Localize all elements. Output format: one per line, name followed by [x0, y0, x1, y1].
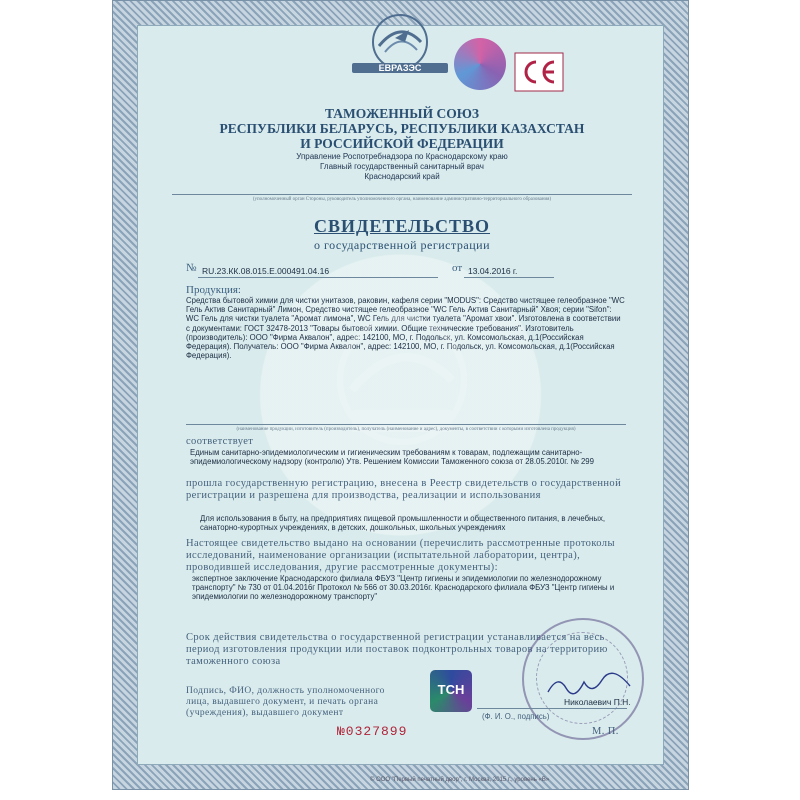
product-description: Средства бытовой химии для чистки унитазов, раковин, кафеля серии "MODUS": Средство чистящее гелеобразное "WC Гель Актив Санитарный" Лимон, Средство чистящее гелеобразное "WC Гель Актив Санитарный" Хвоя; серии "Sifon": WC Гель для чистки туалета "Аромат лимона", WC Гель для чистки туалета "Аромат хвои". Изготовлена в соответствии с документами: ГОСТ 32478-2013 "Товары бытовой химии. Общие технические требования". Изготовитель (производитель): ООО "Фирма Аквалон", адрес: 142100, МО, г. Подольск, ул. Комсомольская, д.1(Российская Федерация). Получатель: ООО "Фирма Аквалон", адрес: 142100, МО, г. Подольск, ул. Комсомольская, д.1(Российская Федерация).: [186, 296, 625, 361]
conformity-mark-icon: [514, 52, 564, 92]
authority-rule: [172, 194, 632, 195]
authority-caption: (уполномоченный орган Стороны, руководитель уполномоченного органа, наименование административно-территориального образования): [252, 197, 552, 202]
signature-caption: Подпись, ФИО, должность уполномоченного лица, выдавшего документ, и печать органа (учреждения), выдавшего документ: [186, 686, 385, 718]
union-line-3: И РОССИЙСКОЙ ФЕДЕРАЦИИ: [300, 136, 504, 151]
signature-icon: [544, 670, 634, 700]
registration-text: прошла государственную регистрацию, внесена в Реестр свидетельств о государственной регистрации и разрешена для производства, реализации и использования: [186, 478, 622, 501]
basis-details: экспертное заключение Краснодарского филиала ФБУЗ "Центр гигиены и эпидемиологии по железнодорожному транспорту" № 730 от 01.04.2016г Протокол № 566 от 30.03.2016г. Краснодарского филиала ФБУЗ "Центр гигиены и эпидемиологии по железнодорожному транспорту": [192, 574, 615, 602]
number-label: №: [186, 262, 197, 274]
compliance-label: соответствует: [186, 436, 254, 447]
compliance-text: Единым санитарно-эпидемиологическим и гигиеническим требованиям к товарам, подлежащим санитарно-эпидемиологическому надзору (контролю) Утв. Решением Комиссии Таможенного союза от 28.05.2010г. № 299: [190, 448, 594, 467]
basis-text: Настоящее свидетельство выдано на основании (перечислить рассмотренные протоколы исследований, наименование организации (испытательной лаборатории, центра), проводившей исследования, другие рассмотренные документы):: [186, 538, 615, 573]
serial-number: №0327899: [337, 724, 408, 739]
date-label: от: [452, 262, 463, 274]
signer-rule: [477, 708, 627, 709]
product-caption: (наименование продукции, изготовитель (производитель), получатель (наименование и адрес), документы, в соответствии с которыми изготовлена продукция): [236, 427, 576, 432]
printer-footer: © ООО "Первый печатный двор", г. Москва, 2015 г., уровень «В»: [370, 777, 550, 783]
validity-text: Срок действия свидетельства о государственной регистрации устанавливается на весь период изготовления продукции или поставок подконтрольных товаров на территорию таможенного союза: [186, 632, 608, 667]
usage-text: Для использования в быту, на предприятиях пищевой промышленности и общественного питания, в лечебных, санаторно-курортных учреждениях, в детских, дошкольных, школьных учреждениях: [200, 514, 606, 533]
eurasec-label: ЕВРАЗЭС: [352, 63, 448, 73]
authority-line-3: Краснодарский край: [364, 172, 440, 181]
product-rule: [186, 424, 626, 425]
date-rule: [464, 277, 554, 278]
union-line-2: РЕСПУБЛИКИ БЕЛАРУСЬ, РЕСПУБЛИКИ КАЗАХСТАН: [219, 121, 585, 136]
certificate-number: RU.23.КК.08.015.Е.000491.04.16: [202, 266, 330, 276]
number-rule: [198, 277, 438, 278]
product-label: Продукция:: [186, 284, 241, 296]
authority-line-1: Управление Роспотребнадзора по Краснодарскому краю: [296, 152, 508, 161]
hologram-sticker-icon: [454, 38, 506, 90]
certificate-title: СВИДЕТЕЛЬСТВО: [313, 216, 491, 236]
signer-name: Николаевич П.Н.: [564, 697, 631, 707]
authority-line-2: Главный государственный санитарный врач: [320, 162, 484, 171]
signer-caption: (Ф. И. О., подпись): [482, 712, 550, 721]
union-line-1: ТАМОЖЕННЫЙ СОЮЗ: [324, 106, 480, 121]
seal-mark: М. П.: [592, 726, 619, 737]
certificate-sheet: [112, 0, 689, 790]
certificate-subtitle: о государственной регистрации: [313, 238, 490, 252]
certificate-date: 13.04.2016 г.: [468, 266, 518, 276]
tsn-hologram-label: ТСН: [437, 682, 465, 697]
